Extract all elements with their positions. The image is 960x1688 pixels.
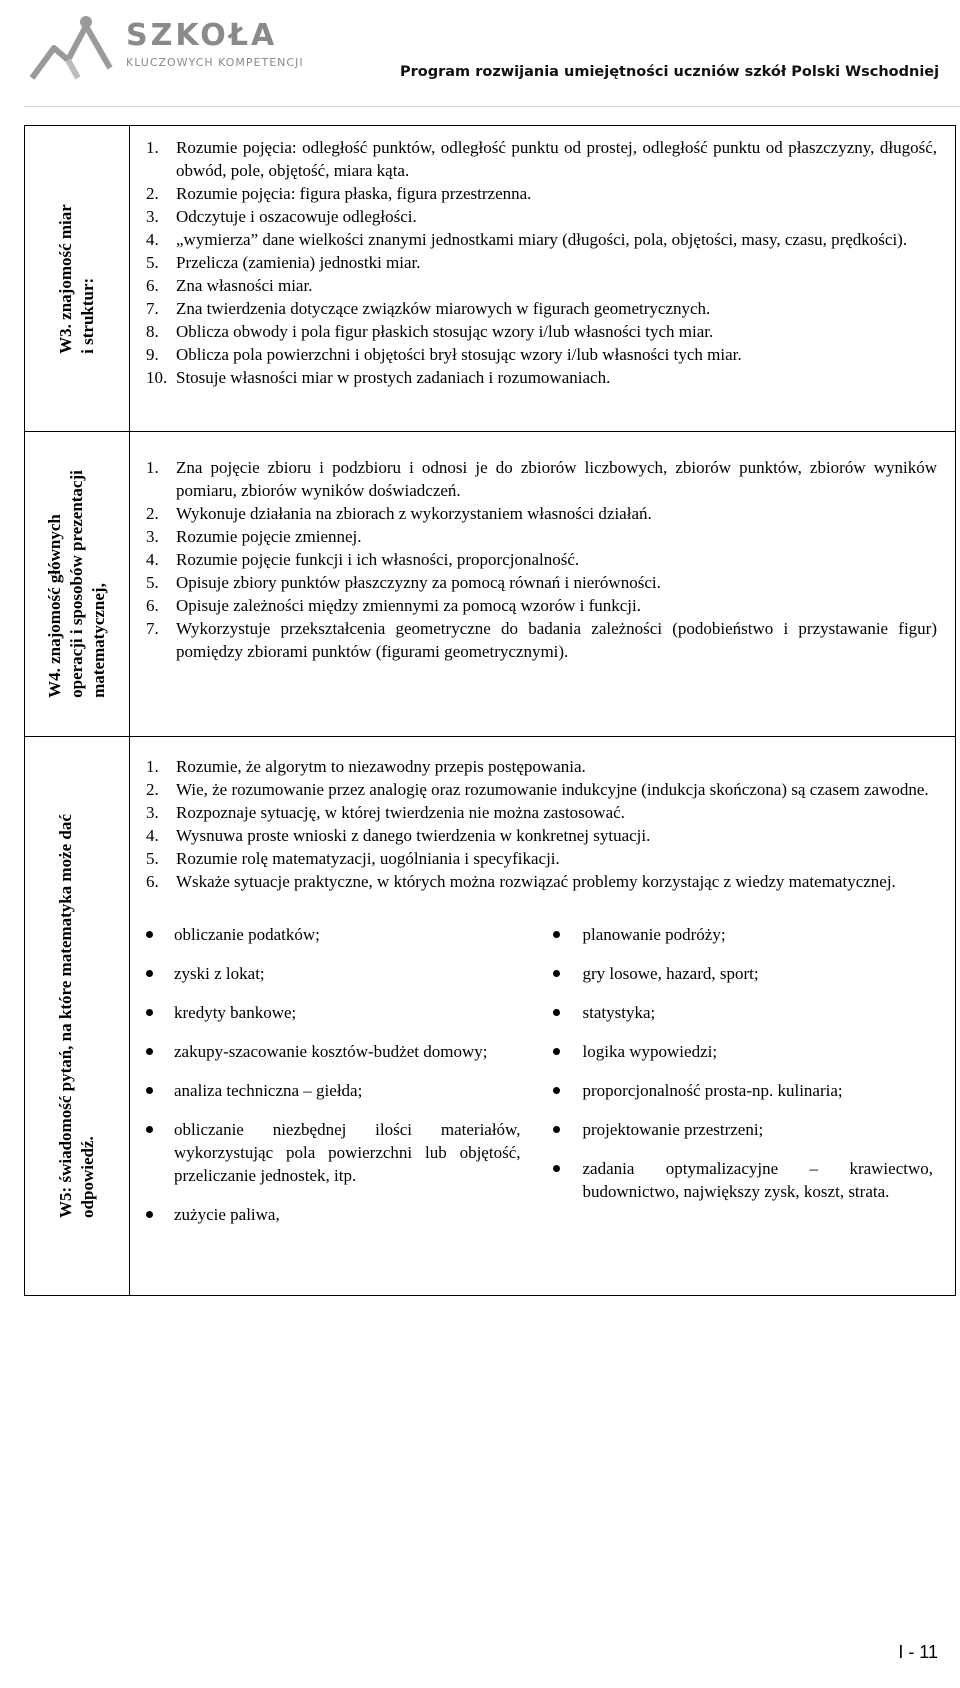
examples-bullets: [130, 923, 955, 1252]
bullet-dot-icon: [146, 1211, 153, 1218]
list-item: 10. Stosuje własności miar w prostych zadaniach i rozumowaniach.: [146, 368, 611, 387]
row-label-w5: W5: świadomość pytań, na które matematyka może dać odpowiedź.: [56, 814, 97, 1218]
table-row-w5: [25, 737, 956, 1296]
list-item: 5. Przelicza (zamienia) jednostki miar.: [146, 253, 421, 272]
bullet-item: planowanie podróży;: [543, 923, 956, 946]
table-row-w4: [25, 432, 956, 737]
page-number: I - 11: [898, 1642, 938, 1662]
bullet-dot-icon: [553, 931, 560, 938]
bullet-item: zyski z lokat;: [130, 962, 543, 985]
page-header: [0, 0, 960, 112]
list-item: 3. Rozumie pojęcie zmiennej.: [146, 527, 362, 546]
list-item: 8. Oblicza obwody i pola figur płaskich stosując wzory i/lub własności tych miar.: [146, 322, 714, 341]
bullet-dot-icon: [146, 1126, 153, 1133]
list-item: 2. Wykonuje działania na zbiorach z wykorzystaniem własności działań.: [146, 504, 652, 523]
row-content-w5: [130, 737, 956, 1296]
row-content-w4: [130, 432, 956, 737]
bullet-item: zadania optymalizacyjne – krawiectwo, budownictwo, największy zysk, koszt, strata.: [543, 1157, 956, 1203]
list-item: 7. Zna twierdzenia dotyczące związków miarowych w figurach geometrycznych.: [146, 299, 711, 318]
list-item: 4. „wymierza” dane wielkości znanymi jednostkami miary (długości, pola, objętości, masy, czasu, prędkości).: [146, 230, 908, 249]
bullet-item: zużycie paliwa,: [130, 1203, 543, 1226]
bullet-dot-icon: [553, 1009, 560, 1016]
list-item: 4. Wysnuwa proste wnioski z danego twierdzenia w konkretnej sytuacji.: [146, 826, 651, 845]
list-item: 6. Opisuje zależności między zmiennymi za pomocą wzorów i funkcji.: [146, 596, 641, 615]
bullet-item: statystyka;: [543, 1001, 956, 1024]
bullet-item: kredyty bankowe;: [130, 1001, 543, 1024]
bullet-dot-icon: [553, 1165, 560, 1172]
requirements-table: [24, 125, 956, 1296]
bullet-item: obliczanie niezbędnej ilości materiałów, wykorzystując pola powierzchni lub objętość, przeliczanie jednostek, itp.: [130, 1118, 543, 1187]
list-item: 1. Zna pojęcie zbioru i podzbioru i odnosi je do zbiorów liczbowych, zbiorów punktów, zbiorów wyników pomiaru, zbiorów wyników doświadczeń.: [146, 458, 937, 500]
school-logo-icon: [24, 8, 119, 90]
bullet-dot-icon: [553, 1087, 560, 1094]
bullet-dot-icon: [553, 1126, 560, 1133]
bullet-item: projektowanie przestrzeni;: [543, 1118, 956, 1141]
requirement-list: [130, 456, 955, 663]
bullet-dot-icon: [146, 1048, 153, 1055]
bullet-item: analiza techniczna – giełda;: [130, 1079, 543, 1102]
program-title: Program rozwijania umiejętności uczniów szkół Polski Wschodniej: [400, 64, 940, 80]
list-item: 3. Odczytuje i oszacowuje odległości.: [146, 207, 417, 226]
row-label-w4: W4. znajomość głównych operacji i sposobów prezentacji matematycznej,: [45, 470, 108, 698]
bullet-item: proporcjonalność prosta-np. kulinaria;: [543, 1079, 956, 1102]
logo-subtitle: KLUCZOWYCH KOMPETENCJI: [126, 56, 304, 69]
list-item: 2. Wie, że rozumowanie przez analogię oraz rozumowanie indukcyjne (indukcja skończona) są czasem zawodne.: [146, 780, 929, 799]
list-item: 6. Zna własności miar.: [146, 276, 313, 295]
list-item: 9. Oblicza pola powierzchni i objętości brył stosując wzory i/lub własności tych miar.: [146, 345, 742, 364]
bullet-item: obliczanie podatków;: [130, 923, 543, 946]
logo-title: SZKOŁA: [126, 18, 278, 53]
bullets-right-column: [543, 923, 956, 1242]
list-item: 5. Opisuje zbiory punktów płaszczyzny za pomocą równań i nierówności.: [146, 573, 661, 592]
header-divider: [24, 106, 960, 107]
bullet-dot-icon: [553, 970, 560, 977]
bullets-left-column: [130, 923, 543, 1242]
list-item: 1. Rozumie pojęcia: odległość punktów, odległość punktu od prostej, odległość punktu od płaszczyzny, długość, obwód, pole, objętość, miara kąta.: [146, 138, 937, 180]
list-item: 2. Rozumie pojęcia: figura płaska, figura przestrzenna.: [146, 184, 532, 203]
list-item: 6. Wskaże sytuacje praktyczne, w których można rozwiązać problemy korzystając z wiedzy matematycznej.: [146, 872, 896, 891]
bullet-item: logika wypowiedzi;: [543, 1040, 956, 1063]
bullet-dot-icon: [146, 1087, 153, 1094]
requirement-list: [130, 755, 955, 893]
row-content-w3: [130, 126, 956, 432]
requirement-list: [130, 136, 955, 389]
bullet-item: zakupy-szacowanie kosztów-budżet domowy;: [130, 1040, 543, 1063]
row-label-cell: [25, 432, 130, 737]
list-item: 1. Rozumie, że algorytm to niezawodny przepis postępowania.: [146, 757, 586, 776]
bullet-dot-icon: [553, 1048, 560, 1055]
bullet-dot-icon: [146, 1009, 153, 1016]
bullet-item: gry losowe, hazard, sport;: [543, 962, 956, 985]
list-item: 3. Rozpoznaje sytuację, w której twierdzenia nie można zastosować.: [146, 803, 625, 822]
bullet-dot-icon: [146, 931, 153, 938]
list-item: 7. Wykorzystuje przekształcenia geometryczne do badania zależności (podobieństwo i przystawanie figur) pomiędzy zbiorami punktów (figurami geometrycznymi).: [146, 619, 937, 661]
row-label-w3: W3. znajomość miar i struktur:: [56, 203, 97, 354]
bullet-dot-icon: [146, 970, 153, 977]
row-label-cell: [25, 126, 130, 432]
list-item: 5. Rozumie rolę matematyzacji, uogólniania i specyfikacji.: [146, 849, 560, 868]
row-label-cell: [25, 737, 130, 1296]
table-row-w3: [25, 126, 956, 432]
list-item: 4. Rozumie pojęcie funkcji i ich własności, proporcjonalność.: [146, 550, 580, 569]
